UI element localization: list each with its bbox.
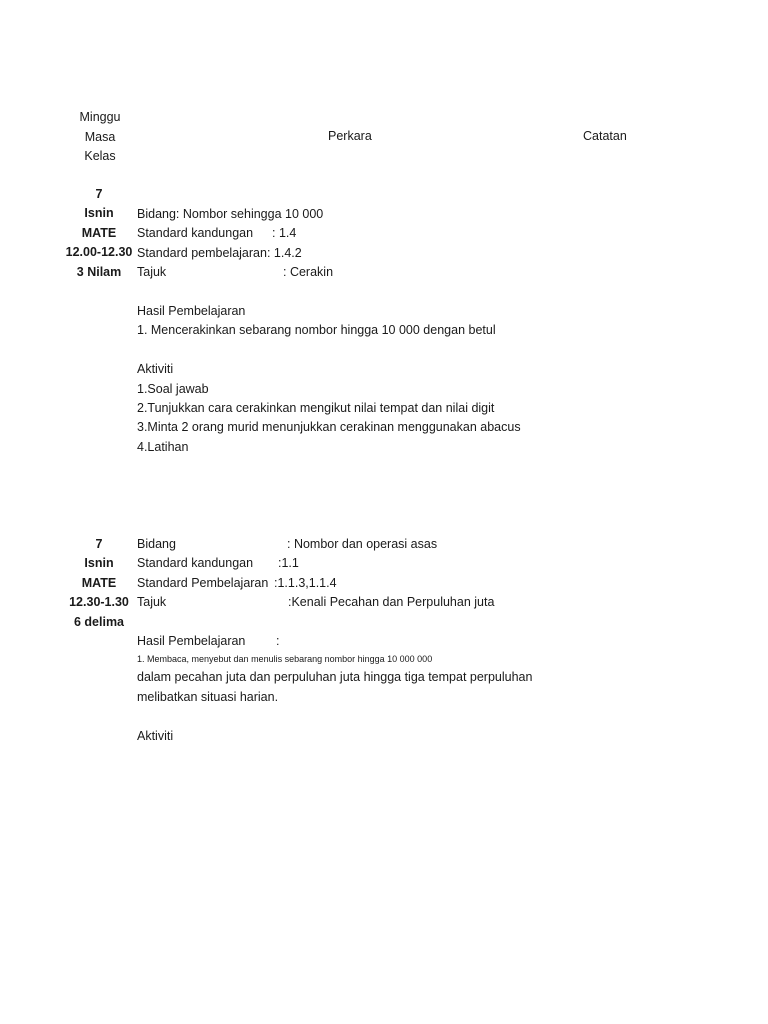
entry-1-standard-kandungan-value: : 1.4 bbox=[272, 226, 297, 241]
entry-1-subjek: MATE bbox=[81, 225, 117, 240]
entry-1-hasil-item-1: 1. Mencerakinkan sebarang nombor hingga 10 000 dengan betul bbox=[137, 323, 496, 338]
entry-1-aktiviti-item-1: 1.Soal jawab bbox=[137, 381, 209, 396]
entry-2-content bbox=[137, 535, 532, 746]
entry-1-kelas: 3 Nilam bbox=[76, 264, 122, 279]
entry-2-bidang: Bidang : Nombor dan operasi asas bbox=[137, 535, 532, 554]
entry-1-content bbox=[137, 205, 521, 457]
entry-1-standard-kandungan: Standard kandungan : 1.4 bbox=[137, 224, 521, 243]
entry-2-tajuk-value: :Kenali Pecahan dan Perpuluhan juta bbox=[288, 595, 495, 610]
entry-1-aktiviti-item-2: 2.Tunjukkan cara cerakinkan mengikut nilai tempat dan nilai digit bbox=[137, 400, 495, 415]
header-perkara: Perkara bbox=[328, 129, 372, 143]
entry-1-tajuk: Tajuk : Cerakin bbox=[137, 263, 521, 282]
entry-1-left-column bbox=[60, 185, 138, 282]
entry-2-standard-kandungan-value: :1.1 bbox=[278, 556, 299, 571]
header-kelas: Kelas bbox=[84, 149, 116, 164]
entry-1-hasil-title: Hasil Pembelajaran bbox=[137, 303, 246, 318]
entry-2-masa: 12.30-1.30 bbox=[69, 595, 129, 610]
header-minggu: Minggu bbox=[79, 110, 121, 124]
entry-2-tajuk: Tajuk :Kenali Pecahan dan Perpuluhan juta bbox=[137, 593, 532, 612]
entry-1-minggu: 7 bbox=[95, 187, 103, 201]
entry-1-aktiviti-item-4: 4.Latihan bbox=[137, 439, 189, 454]
entry-2-subjek: MATE bbox=[81, 575, 117, 590]
entry-2-minggu: 7 bbox=[95, 537, 103, 551]
entry-2-standard-pembelajaran-value: :1.1.3,1.1.4 bbox=[274, 575, 337, 590]
entry-1-tajuk-value: : Cerakin bbox=[283, 265, 334, 280]
header-masa: Masa bbox=[84, 129, 116, 144]
entry-2-kelas: 6 delima bbox=[73, 614, 125, 629]
entry-1-aktiviti-item-3: 3.Minta 2 orang murid menunjukkan cerakinan menggunakan abacus bbox=[137, 420, 521, 435]
header-minggu-masa-kelas bbox=[60, 108, 140, 167]
entry-2-hasil-small: 1. Membaca, menyebut dan menulis sebarang nombor hingga 10 000 000 bbox=[137, 654, 433, 665]
entry-2-standard-pembelajaran: Standard Pembelajaran :1.1.3,1.1.4 bbox=[137, 574, 532, 593]
entry-2-hasil-item-1: dalam pecahan juta dan perpuluhan juta hingga tiga tempat perpuluhan bbox=[137, 670, 533, 685]
entry-1-masa: 12.00-12.30 bbox=[65, 245, 133, 260]
header-catatan: Catatan bbox=[583, 129, 627, 143]
entry-1-aktiviti-title: Aktiviti bbox=[137, 362, 174, 377]
entry-2-bidang-value: : Nombor dan operasi asas bbox=[287, 537, 438, 551]
entry-1-bidang: Bidang: Nombor sehingga 10 000 bbox=[137, 207, 324, 221]
entry-1-hari: Isnin bbox=[84, 206, 114, 221]
entry-2-hasil-colon: : bbox=[276, 633, 280, 648]
entry-2-aktiviti-title: Aktiviti bbox=[137, 728, 174, 743]
entry-2-hari: Isnin bbox=[84, 556, 114, 571]
entry-2-left-column bbox=[60, 535, 138, 632]
entry-2-hasil-title: Hasil Pembelajaran : bbox=[137, 632, 532, 651]
entry-1-standard-pembelajaran: Standard pembelajaran: 1.4.2 bbox=[137, 245, 302, 260]
entry-2-standard-kandungan: Standard kandungan :1.1 bbox=[137, 554, 532, 573]
entry-2-hasil-item-2: melibatkan situasi harian. bbox=[137, 689, 279, 704]
